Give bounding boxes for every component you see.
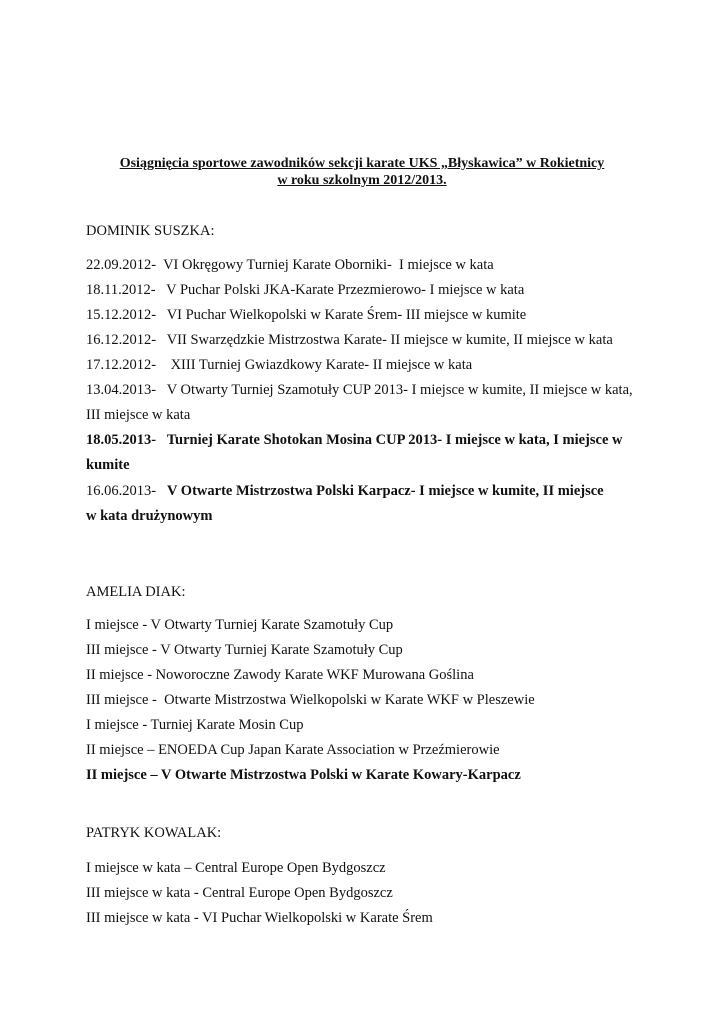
result-line: III miejsce - V Otwarty Turniej Karate Szamotuły Cup [86, 642, 403, 658]
result-line: 17.12.2012- XIII Turniej Gwiazdkowy Karate- II miejsce w kata [86, 357, 473, 373]
result-line-mixed [86, 482, 604, 500]
result-line-continuation: III miejsce w kata [86, 407, 191, 423]
result-line: 13.04.2013- V Otwarty Turniej Szamotuły CUP 2013- I miejsce w kumite, II miejsce w kata, [86, 382, 633, 398]
result-line-bold: 18.05.2013- Turniej Karate Shotokan Mosina CUP 2013- I miejsce w kata, I miejsce w [86, 432, 623, 448]
result-line: 16.12.2012- VII Swarzędzkie Mistrzostwa Karate- II miejsce w kumite, II miejsce w kata [86, 332, 613, 348]
athlete-heading-dominik-suszka: DOMINIK SUSZKA: [86, 223, 215, 239]
result-line: III miejsce w kata - VI Puchar Wielkopolski w Karate Śrem [86, 910, 433, 926]
document-title-line-1: Osiągnięcia sportowe zawodników sekcji karate UKS „Błyskawica” w Rokietnicy [119, 156, 605, 171]
result-event-bold: V Otwarte Mistrzostwa Polski Karpacz- I miejsce w kumite, II miejsce [166, 483, 604, 499]
result-date: 16.06.2013- [86, 483, 167, 499]
result-line: 18.11.2012- V Puchar Polski JKA-Karate Przezmierowo- I miejsce w kata [86, 282, 525, 298]
result-line: III miejsce - Otwarte Mistrzostwa Wielkopolski w Karate WKF w Pleszewie [86, 692, 535, 708]
result-line: I miejsce - V Otwarty Turniej Karate Szamotuły Cup [86, 617, 394, 633]
result-line: I miejsce - Turniej Karate Mosin Cup [86, 717, 304, 733]
result-line: II miejsce - Noworoczne Zawody Karate WKF Murowana Goślina [86, 667, 474, 683]
result-line: II miejsce – ENOEDA Cup Japan Karate Association w Przeźmierowie [86, 742, 500, 758]
result-line-bold-continuation: w kata drużynowym [86, 508, 213, 524]
result-line-bold-continuation: kumite [86, 457, 130, 473]
document-title-line-2: w roku szkolnym 2012/2013. [277, 173, 447, 188]
athlete-heading-amelia-diak: AMELIA DIAK: [86, 584, 186, 600]
result-line-bold: II miejsce – V Otwarte Mistrzostwa Polski w Karate Kowary-Karpacz [86, 767, 521, 783]
result-line: 22.09.2012- VI Okręgowy Turniej Karate Oborniki- I miejsce w kata [86, 257, 494, 273]
result-line: III miejsce w kata - Central Europe Open Bydgoszcz [86, 885, 393, 901]
result-line: 15.12.2012- VI Puchar Wielkopolski w Karate Śrem- III miejsce w kumite [86, 307, 527, 323]
athlete-heading-patryk-kowalak: PATRYK KOWALAK: [86, 825, 222, 841]
result-line: I miejsce w kata – Central Europe Open Bydgoszcz [86, 860, 386, 876]
